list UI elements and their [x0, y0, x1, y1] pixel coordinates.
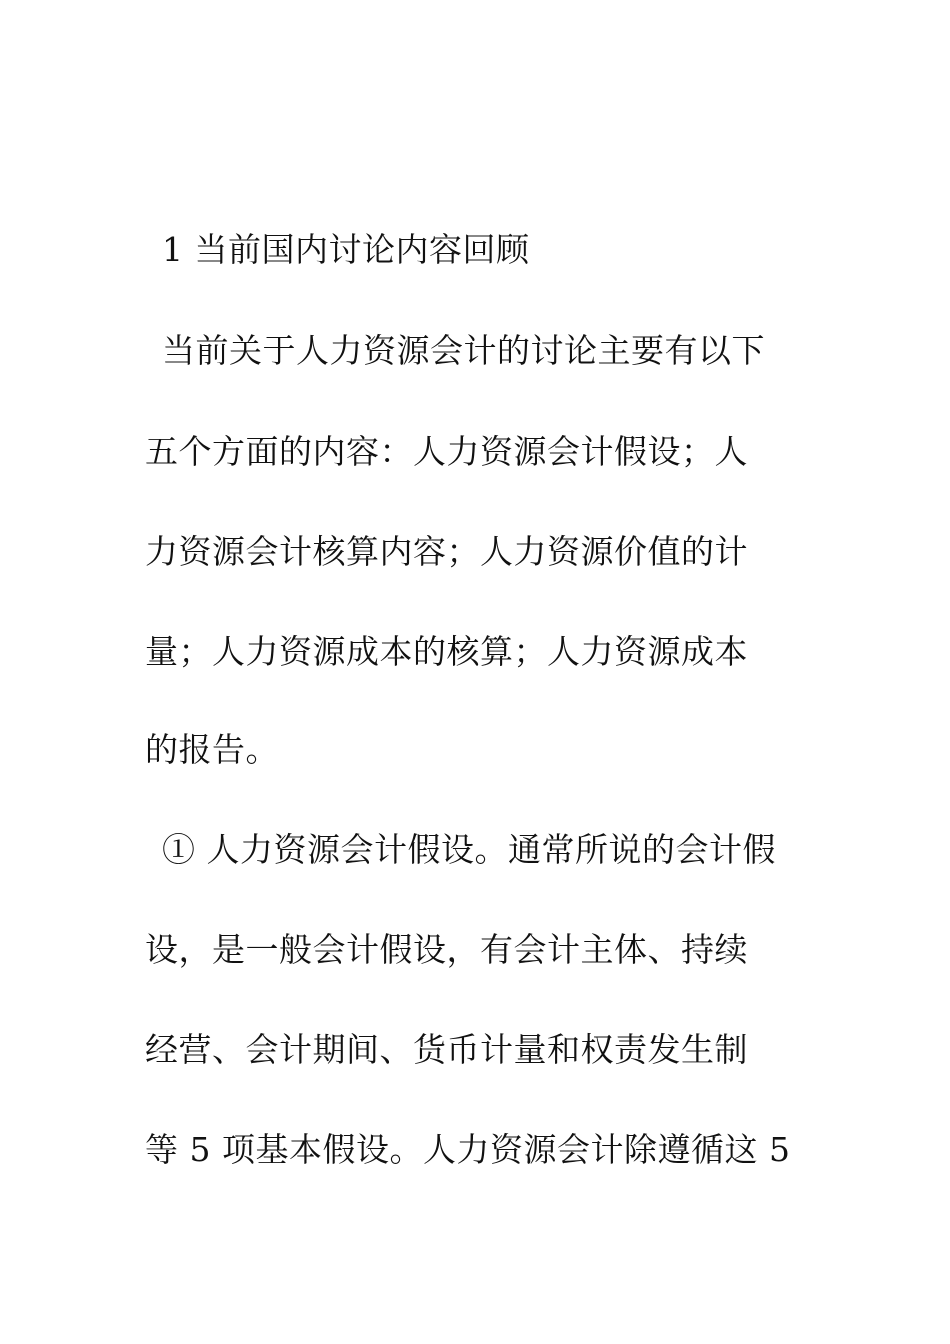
- paragraph-line: 量；人力资源成本的核算；人力资源成本: [145, 632, 748, 671]
- paragraph-line: ① 人力资源会计假设。通常所说的会计假: [162, 830, 776, 869]
- paragraph-line: 经营、会计期间、货币计量和权责发生制: [145, 1030, 748, 1069]
- paragraph-line: 力资源会计核算内容；人力资源价值的计: [145, 532, 748, 571]
- paragraph-line: 设，是一般会计假设，有会计主体、持续: [145, 930, 748, 969]
- paragraph-line: 当前关于人力资源会计的讨论主要有以下: [162, 331, 765, 370]
- paragraph-line: 等 5 项基本假设。人力资源会计除遵循这 5: [145, 1130, 791, 1169]
- paragraph-line: 五个方面的内容：人力资源会计假设；人: [145, 432, 748, 471]
- paragraph-line: 的报告。: [145, 730, 279, 769]
- section-heading: 1 当前国内讨论内容回顾: [162, 230, 530, 269]
